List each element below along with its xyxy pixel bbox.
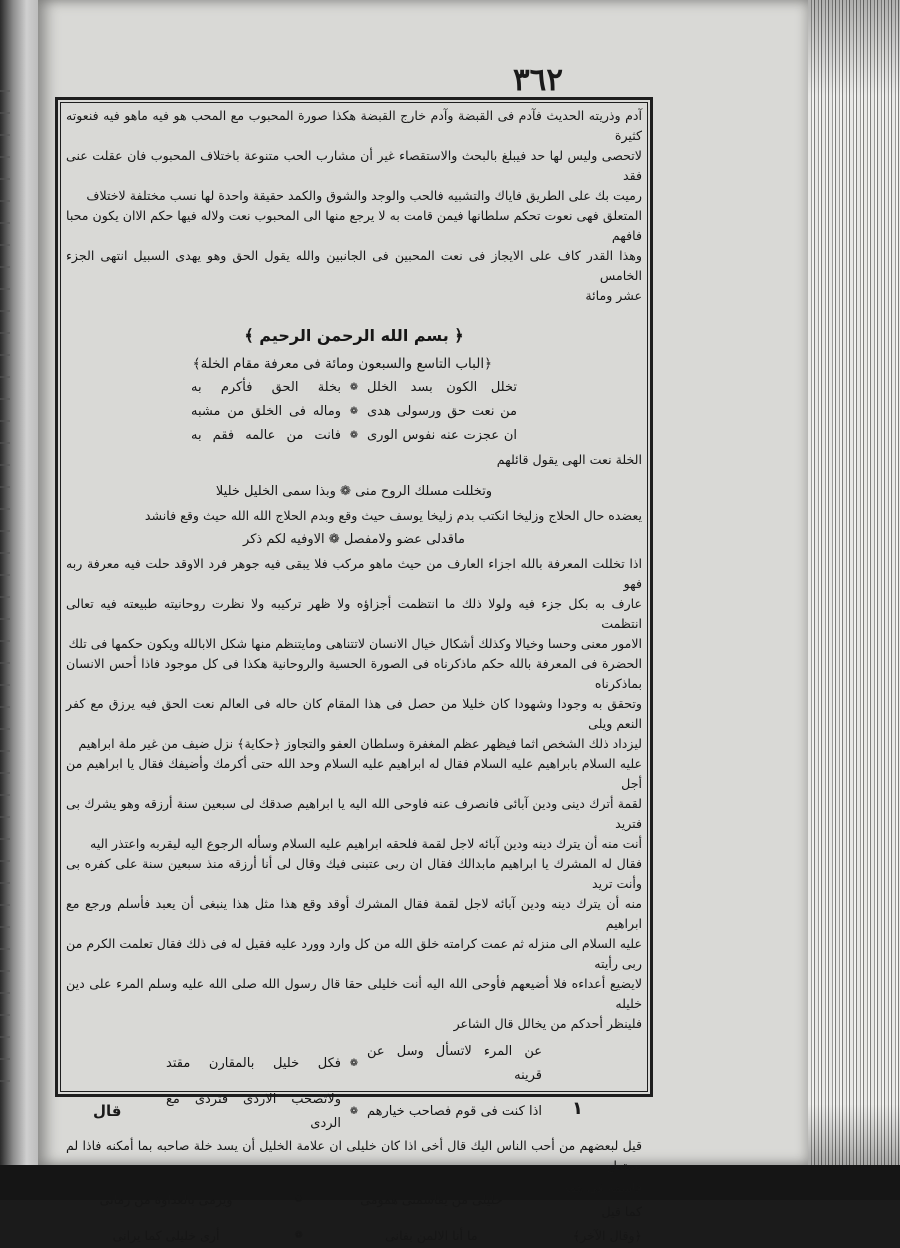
verse-separator-icon: ❁ [349, 1058, 359, 1069]
verse-hemistich-first: تخلل الكون بسد الخلل [367, 380, 517, 395]
verse-hemistich-first: خليلى من يقاسمنى همومى [360, 1192, 503, 1207]
khullah-line: الخلة نعت الهى يقول قائلهم [496, 452, 642, 467]
verse-single: ماقدلى عضو ولامفصل ❁ الاوفيه لكم ذكر [243, 532, 465, 547]
verse-hemistich-first: ما أنا الالمن بفانى [385, 1228, 478, 1243]
text-line: الامور معنى وحسا وخيالا وكذلك أشكال خيال الانسان لاتتناهى ومايتنظم منها شكل الابالله ويكون حكمها فى تلك [68, 636, 642, 651]
intro-paragraph [66, 106, 642, 306]
page-number: ٣٦٢ [513, 62, 563, 98]
verse-separator-icon: ❁ [349, 430, 359, 441]
text-line: لايضيع أعداءه فلا أضيعهم فأوحى الله اليه أنت خليلى حقا قال رسول الله صلى الله عليه وسلم المرء على دين خليله [66, 976, 642, 1011]
verse-hemistich-first: ان عجزت عنه نفوس الورى [367, 428, 517, 443]
verse-separator-icon: ❁ [294, 1194, 303, 1205]
text-line: لقمة أترك دينى ودين آبائى فانصرف عنه فاوحى الله اليه يا ابراهيم صدقك لى سبعين سنة أرزقه وهو يشرك بى فتريد [66, 796, 642, 831]
text-line: فلينظر أحدكم من يخالل قال الشاعر [453, 1016, 642, 1031]
signature-mark: ١ [572, 1098, 583, 1119]
text-line: عليه السلام الى منزله ثم عمت كرامته خلق الله من كل وارد وورد عليه فقيل له فى ذلك فقال تعلمت الكرم من ربى رأيته [66, 936, 642, 971]
verse-hemistich-second: فكل خليل بالمقارن مقتد [166, 1056, 341, 1071]
poem-companion [66, 1040, 642, 1136]
verse-hemistich-second: ويرمى بالعداوة من رمانى [99, 1192, 233, 1207]
verse-row-with-label [66, 1224, 642, 1248]
text-block [65, 106, 642, 1243]
verse-row [66, 1088, 642, 1136]
text-line: المتعلق فهى نعوت تحكم سلطانها فيمن قامت به لا يرجع منها الى المحبوب نعت ولاله فيها حكم الاان يكون محبا فافهم [65, 208, 642, 243]
verse-hemistich-second: بخلة الحق فأكرم به [191, 380, 341, 395]
verse-separator-icon: ❁ [349, 382, 359, 393]
text-line: عليه السلام بابراهيم عليه السلام فقال له ابراهيم عليه السلام وحد الله حتى أكرمك وأضيفك فقال يا ابراهيم من أجل [66, 756, 642, 791]
verse-single: وتخللت مسلك الروح منى ❁ وبذا سمى الخليل خليلا [215, 484, 493, 499]
verse-hemistich-second: فانت من عالمه فقم به [191, 428, 341, 443]
text-line: منه أن يترك دينه ودين آبائه لاجل لقمة فقال المشرك أوقد وقع هذا مثل هذا ينبغى أن يعبد فأسلم ورجع مع ابراهيم [66, 896, 642, 931]
facing-page-text-bleed [0, 90, 10, 1090]
chapter-title: ﴿الباب التاسع والسبعون ومائة فى معرفة مقام الخلة﴾ [192, 356, 492, 372]
verse-separator-icon: ❁ [294, 1230, 303, 1241]
verse-hemistich-second: وماله فى الخلق من مشبه [191, 404, 341, 419]
verse-separator-icon: ❁ [349, 406, 359, 417]
text-line: وهذا القدر كاف على الايجاز فى نعت المحبين فى الجانبين والله يقول الحق وهو يهدى السبيل انتهى الجزء الخامس [66, 248, 642, 283]
text-line: عارف به بكل جزء فيه ولولا ذلك ما انتظمت أجزاؤه ولا ظهر تركيبه ولا نظرت روحانيته طبيعته فيه تعالى انتظمت [66, 596, 642, 631]
text-line: وتحقق به وجودا وشهودا كان خليلا من حصل فى هذا المقام كان حاله فى العالم نعت الحق فيه يرزق مع كفر النعم ويلى [66, 696, 642, 731]
verse-hemistich-first: من نعت حق ورسولى هدى [367, 404, 517, 419]
verse-hemistich-second: ولاتصحب الاردى فتردى مع الردى [166, 1092, 341, 1131]
text-line: رميت بك على الطريق فاياك والتشبيه فالحب والوجد والشوق والكمد حقيقة واحدة لها نسب مختلفة لاختلاف [86, 188, 642, 203]
basmala-heading: ﴿ بسم الله الرحمن الرحيم ﴾ [244, 326, 464, 345]
verse-row [66, 424, 642, 448]
text-line: فقال له المشرك يا ابراهيم مابدالك فقال ان ربى عتبنى فيك وقال لى أنا أرزقه منذ سبعين سنة على كفره بى وأنت تريد [66, 856, 642, 891]
text-line: آدم وذريته الحديث فآدم فى القبضة وآدم خارج القبضة هكذا صورة المحبوب مع المحب هو فيه ماهو فيه فنعوته كثيرة [66, 108, 642, 143]
hallaj-line: يعضده حال الحلاج وزليخا انكتب بدم زليخا يوسف حيث وقع وبدم الحلاج الله الله حيث وقع فانشد [144, 508, 642, 523]
verse-hemistich-first: اذا كنت فى قوم فصاحب خيارهم [367, 1104, 542, 1119]
closing-paragraph: قيل لبعضهم من أحب الناس اليك قال أخى اذا كان خليلى ان علامة الخليل أن يسد خلة صاحبه بما أمكنه فاذا لم يستطع [66, 1138, 642, 1173]
text-line: الحضرة فى المعرفة بالله حكم ماذكرناه فى الصورة الحسية والروحانية هكذا فى كل موجود فاذا أحس الانسان بماذكرناه [66, 656, 642, 691]
verse-hemistich-second: أرى خليلى كما يرانى [112, 1228, 220, 1243]
text-line: اذا تخللت المعرفة بالله اجزاء العارف من حيث ماهو مركب فلا يبقى فيه جوهر فرد الاوقد حلت فيه معرفة ربه فهو [66, 556, 642, 591]
page-stack-edges [808, 0, 900, 1200]
verse-row [66, 1040, 642, 1088]
catchword: قال [93, 1102, 122, 1120]
text-line: أنت منه أن يترك دينه ودين آبائه لاجل لقمة فلحقه ابراهيم عليه السلام وسأله الرجوع اليه ليقربه واعتذر اليه [90, 836, 642, 851]
verse-row [66, 376, 642, 400]
text-line: عشر ومائة [585, 288, 642, 303]
poem-khullah [66, 376, 642, 448]
text-line: لاتحصى وليس لها حد فيبلغ بالبحث والاستقصاء غير أن مشارب الحب متنوعة باختلاف المحبوب فان عقلت عنى فقد [66, 148, 642, 183]
verse-intro-label: قاسمه فى همه كما قيل [562, 1180, 642, 1219]
text-line: ليزداد ذلك الشخص اثما فيظهر عظم المغفرة وسلطان العفو والتجاوز ﴿حكاية﴾ نزل ضيف من غير ملة ابراهيم [78, 736, 642, 751]
main-paragraph [66, 554, 642, 1034]
verse-separator-icon: ❁ [349, 1106, 359, 1117]
verse-hemistich-first: عن المرء لاتسأل وسل عن قرينه [367, 1044, 542, 1083]
verse-intro-label: ﴿وقال الآخر﴾ [572, 1228, 642, 1243]
verse-row-with-label [66, 1176, 642, 1224]
verse-row [66, 400, 642, 424]
